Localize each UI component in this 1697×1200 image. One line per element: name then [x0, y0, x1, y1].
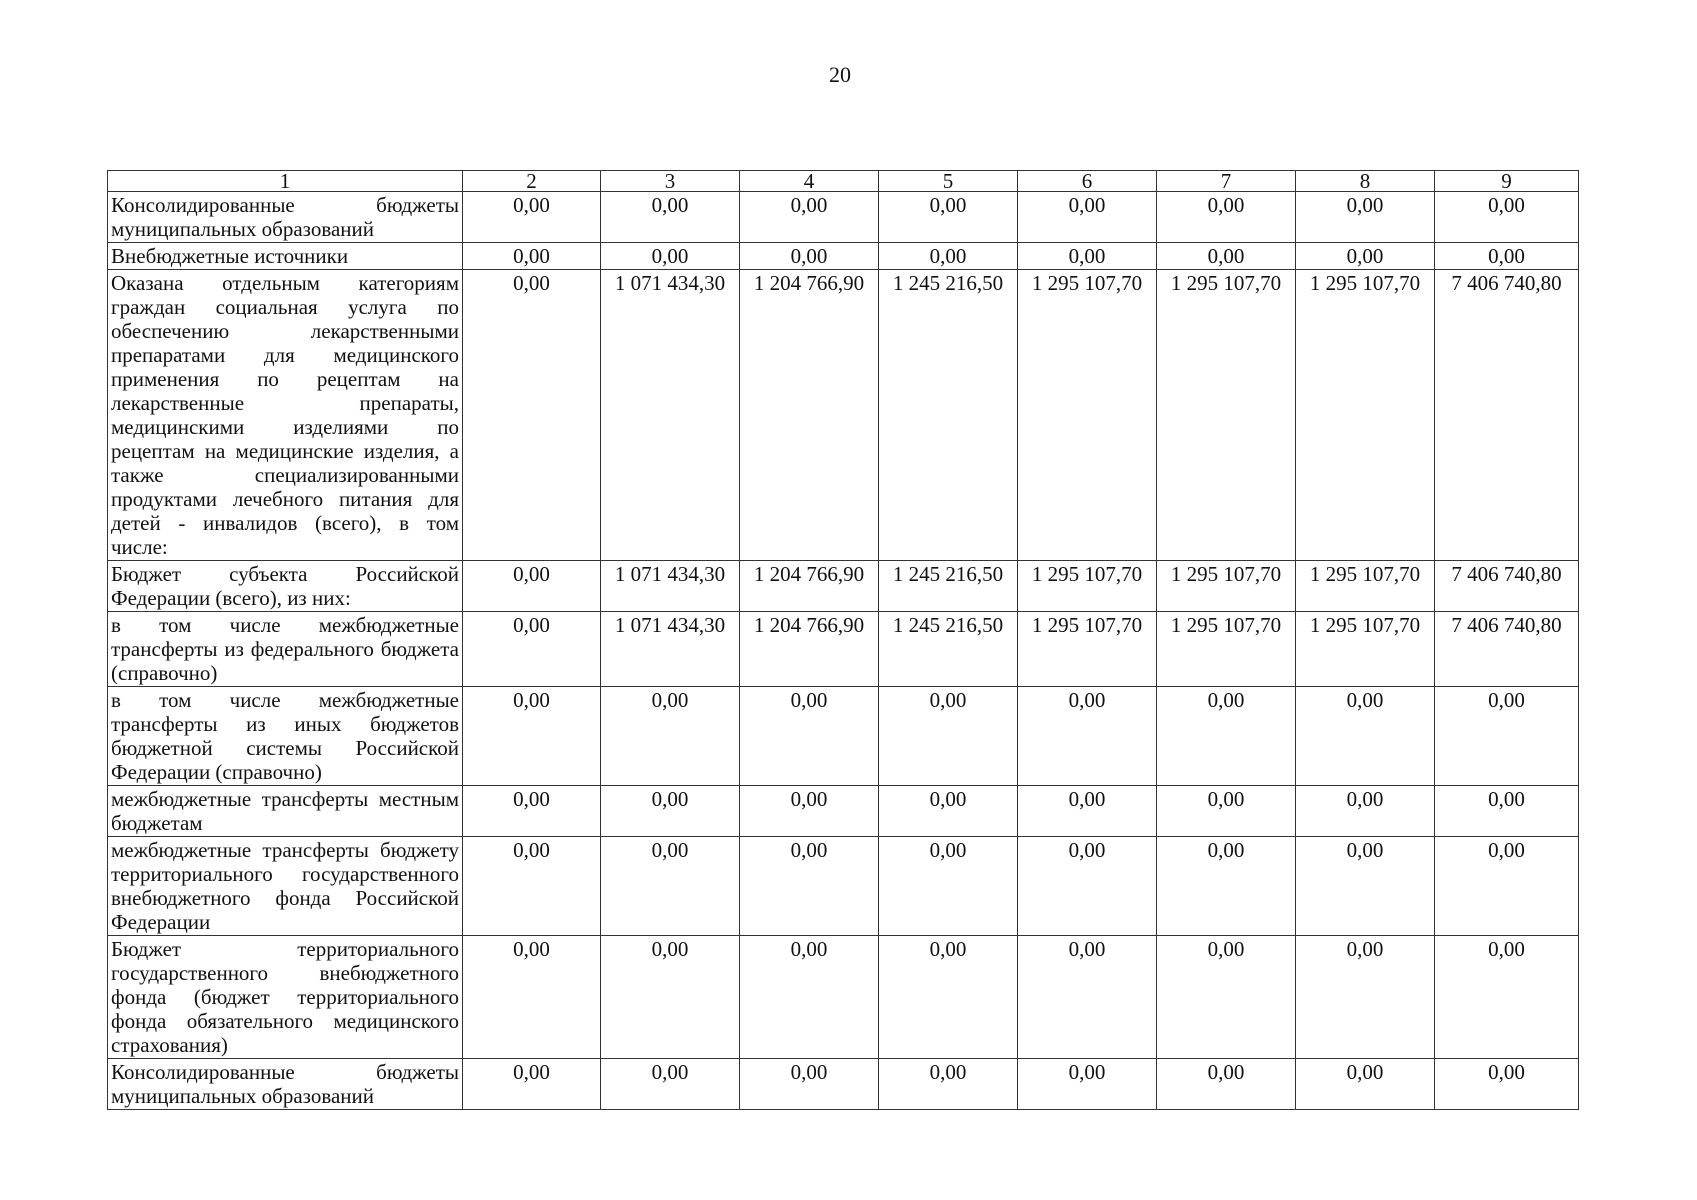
row-label: Бюджет территориального государственного внебюджетного фонда (бюджет территориального фонда обязательного медицинского страхования) — [108, 936, 463, 1059]
cell-value-col-8: 0,00 — [1296, 786, 1435, 837]
cell-value-col-2: 0,00 — [463, 687, 601, 786]
cell-value-col-6: 0,00 — [1018, 1059, 1157, 1110]
cell-value-col-3: 0,00 — [601, 1059, 740, 1110]
table-row — [108, 1059, 1579, 1110]
cell-value-col-3: 1 071 434,30 — [601, 612, 740, 687]
cell-value-col-2: 0,00 — [463, 270, 601, 561]
cell-value-col-5: 1 245 216,50 — [879, 270, 1018, 561]
budget-table — [107, 170, 1579, 1110]
column-number-3: 3 — [601, 171, 740, 192]
cell-value-col-9: 0,00 — [1435, 1059, 1579, 1110]
cell-value-col-2: 0,00 — [463, 936, 601, 1059]
table-row — [108, 192, 1579, 243]
row-label: в том числе межбюджетные трансферты из федерального бюджета (справочно) — [108, 612, 463, 687]
row-label: в том числе межбюджетные трансферты из иных бюджетов бюджетной системы Российской Федерации (справочно) — [108, 687, 463, 786]
column-number-2: 2 — [463, 171, 601, 192]
cell-value-col-7: 0,00 — [1157, 837, 1296, 936]
cell-value-col-9: 0,00 — [1435, 786, 1579, 837]
cell-value-col-8: 1 295 107,70 — [1296, 561, 1435, 612]
row-label: Консолидированные бюджеты муниципальных образований — [108, 1059, 463, 1110]
cell-value-col-7: 1 295 107,70 — [1157, 270, 1296, 561]
cell-value-col-4: 1 204 766,90 — [740, 270, 879, 561]
row-label: Внебюджетные источники — [108, 243, 463, 270]
cell-value-col-4: 0,00 — [740, 936, 879, 1059]
table-body — [108, 171, 1579, 1110]
cell-value-col-8: 0,00 — [1296, 837, 1435, 936]
cell-value-col-4: 1 204 766,90 — [740, 561, 879, 612]
row-label: межбюджетные трансферты местным бюджетам — [108, 786, 463, 837]
cell-value-col-7: 1 295 107,70 — [1157, 561, 1296, 612]
cell-value-col-9: 7 406 740,80 — [1435, 561, 1579, 612]
cell-value-col-3: 0,00 — [601, 837, 740, 936]
cell-value-col-8: 0,00 — [1296, 936, 1435, 1059]
cell-value-col-4: 0,00 — [740, 192, 879, 243]
cell-value-col-2: 0,00 — [463, 612, 601, 687]
cell-value-col-7: 0,00 — [1157, 786, 1296, 837]
cell-value-col-8: 0,00 — [1296, 1059, 1435, 1110]
column-number-9: 9 — [1435, 171, 1579, 192]
cell-value-col-4: 0,00 — [740, 786, 879, 837]
column-number-5: 5 — [879, 171, 1018, 192]
cell-value-col-6: 0,00 — [1018, 786, 1157, 837]
cell-value-col-5: 0,00 — [879, 687, 1018, 786]
table-row — [108, 786, 1579, 837]
cell-value-col-9: 0,00 — [1435, 936, 1579, 1059]
column-number-8: 8 — [1296, 171, 1435, 192]
cell-value-col-5: 0,00 — [879, 837, 1018, 936]
cell-value-col-9: 0,00 — [1435, 192, 1579, 243]
table-row — [108, 687, 1579, 786]
cell-value-col-6: 1 295 107,70 — [1018, 561, 1157, 612]
column-number-row — [108, 171, 1579, 192]
cell-value-col-3: 0,00 — [601, 243, 740, 270]
cell-value-col-5: 0,00 — [879, 243, 1018, 270]
cell-value-col-5: 0,00 — [879, 936, 1018, 1059]
cell-value-col-4: 1 204 766,90 — [740, 612, 879, 687]
table-row — [108, 936, 1579, 1059]
cell-value-col-7: 0,00 — [1157, 687, 1296, 786]
table-row — [108, 561, 1579, 612]
cell-value-col-5: 0,00 — [879, 786, 1018, 837]
cell-value-col-7: 1 295 107,70 — [1157, 612, 1296, 687]
row-label: Консолидированные бюджеты муниципальных образований — [108, 192, 463, 243]
column-number-7: 7 — [1157, 171, 1296, 192]
row-label: межбюджетные трансферты бюджету территориального государственного внебюджетного фонда Российской Федерации — [108, 837, 463, 936]
cell-value-col-7: 0,00 — [1157, 192, 1296, 243]
cell-value-col-9: 7 406 740,80 — [1435, 270, 1579, 561]
cell-value-col-8: 1 295 107,70 — [1296, 270, 1435, 561]
table-row — [108, 243, 1579, 270]
cell-value-col-2: 0,00 — [463, 243, 601, 270]
cell-value-col-7: 0,00 — [1157, 1059, 1296, 1110]
row-label: Бюджет субъекта Российской Федерации (всего), из них: — [108, 561, 463, 612]
cell-value-col-6: 1 295 107,70 — [1018, 612, 1157, 687]
cell-value-col-3: 0,00 — [601, 192, 740, 243]
cell-value-col-2: 0,00 — [463, 192, 601, 243]
cell-value-col-5: 1 245 216,50 — [879, 612, 1018, 687]
cell-value-col-8: 1 295 107,70 — [1296, 612, 1435, 687]
cell-value-col-5: 1 245 216,50 — [879, 561, 1018, 612]
row-label: Оказана отдельным категориям граждан социальная услуга по обеспечению лекарственными препаратами для медицинского применения по рецептам на лекарственные препараты, медицинскими изделиями по рецептам на медицинские изделия, а также специализированными продуктами лечебного питания для детей - инвалидов (всего), в том числе: — [108, 270, 463, 561]
cell-value-col-9: 0,00 — [1435, 243, 1579, 270]
cell-value-col-8: 0,00 — [1296, 243, 1435, 270]
column-number-1: 1 — [108, 171, 463, 192]
cell-value-col-5: 0,00 — [879, 192, 1018, 243]
cell-value-col-2: 0,00 — [463, 786, 601, 837]
table-row — [108, 270, 1579, 561]
cell-value-col-9: 0,00 — [1435, 687, 1579, 786]
cell-value-col-2: 0,00 — [463, 561, 601, 612]
cell-value-col-6: 1 295 107,70 — [1018, 270, 1157, 561]
column-number-4: 4 — [740, 171, 879, 192]
cell-value-col-8: 0,00 — [1296, 192, 1435, 243]
cell-value-col-2: 0,00 — [463, 1059, 601, 1110]
cell-value-col-6: 0,00 — [1018, 837, 1157, 936]
page-number: 20 — [829, 62, 851, 87]
cell-value-col-7: 0,00 — [1157, 243, 1296, 270]
cell-value-col-9: 0,00 — [1435, 837, 1579, 936]
cell-value-col-9: 7 406 740,80 — [1435, 612, 1579, 687]
cell-value-col-6: 0,00 — [1018, 936, 1157, 1059]
cell-value-col-7: 0,00 — [1157, 936, 1296, 1059]
cell-value-col-8: 0,00 — [1296, 687, 1435, 786]
cell-value-col-4: 0,00 — [740, 837, 879, 936]
cell-value-col-3: 0,00 — [601, 786, 740, 837]
table-row — [108, 612, 1579, 687]
column-number-6: 6 — [1018, 171, 1157, 192]
cell-value-col-3: 0,00 — [601, 936, 740, 1059]
cell-value-col-4: 0,00 — [740, 1059, 879, 1110]
cell-value-col-6: 0,00 — [1018, 243, 1157, 270]
cell-value-col-6: 0,00 — [1018, 687, 1157, 786]
cell-value-col-3: 1 071 434,30 — [601, 561, 740, 612]
cell-value-col-3: 1 071 434,30 — [601, 270, 740, 561]
table-row — [108, 837, 1579, 936]
cell-value-col-3: 0,00 — [601, 687, 740, 786]
cell-value-col-6: 0,00 — [1018, 192, 1157, 243]
cell-value-col-4: 0,00 — [740, 687, 879, 786]
cell-value-col-5: 0,00 — [879, 1059, 1018, 1110]
cell-value-col-2: 0,00 — [463, 837, 601, 936]
cell-value-col-4: 0,00 — [740, 243, 879, 270]
